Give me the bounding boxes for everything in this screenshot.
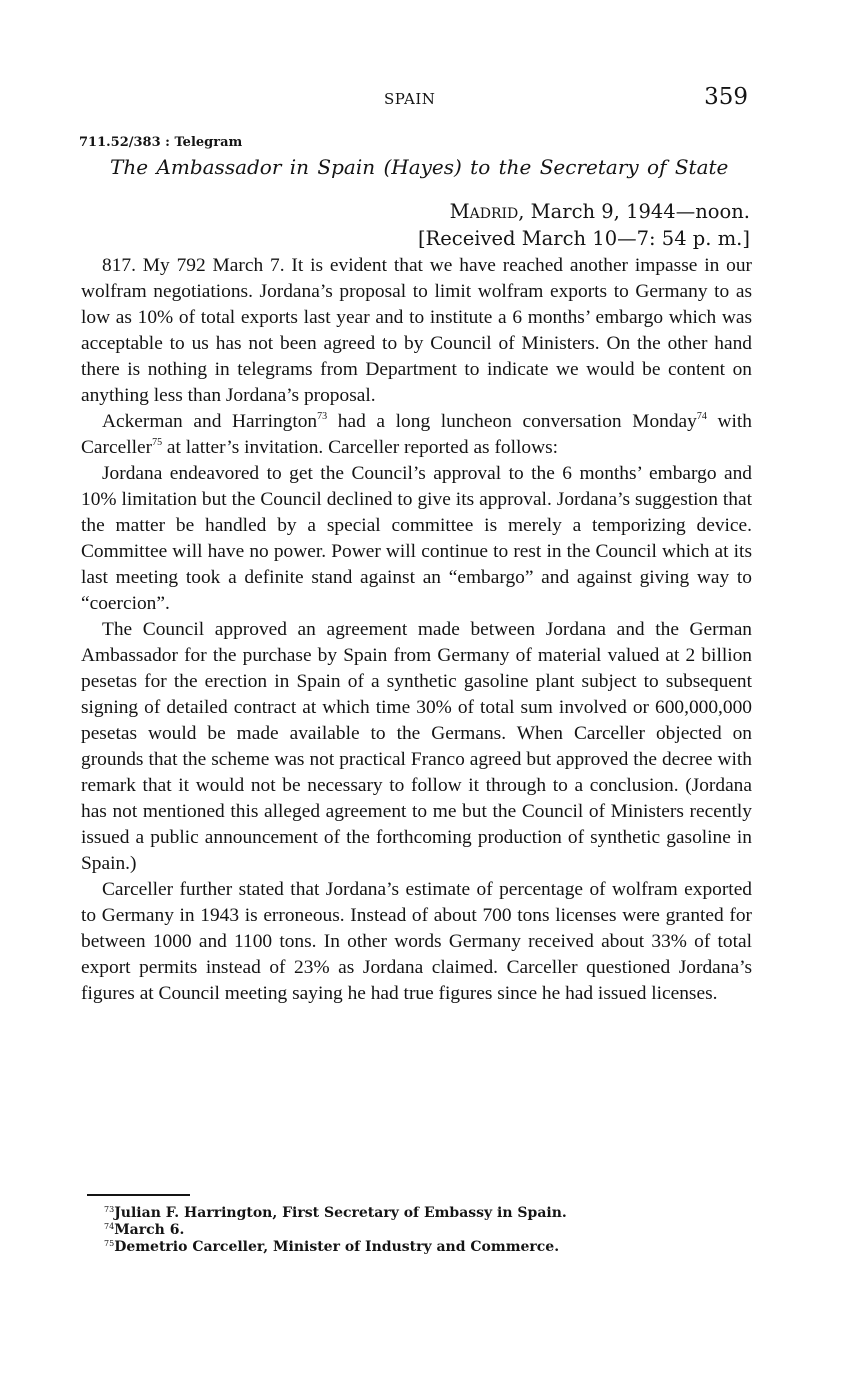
paragraph-2 — [81, 409, 752, 461]
paragraph-text: at latter’s invitation. Carceller reported as follows: — [162, 437, 559, 458]
footnote-text: March 6. — [114, 1222, 185, 1238]
dateline — [450, 200, 750, 223]
telegram-body — [81, 253, 752, 1007]
paragraph-4 — [81, 617, 752, 877]
document-title: The Ambassador in Spain (Hayes) to the Secretary of State — [110, 155, 729, 179]
received-line: [Received March 10—7: 54 p. m.] — [417, 227, 750, 250]
footnotes — [104, 1205, 567, 1256]
paragraph-text: The Council approved an agreement made between Jordana and the German Ambassador for the purchase by Spain from Germany of material valued at 2 billion pesetas for the erection in Spain of a synthetic gasoline plant subject to subsequent signing of detailed contract at which time 30% of total sum involved or 600,000,000 pesetas would be made available to the Germans. When Carceller objected on grounds that the scheme was not practical Franco agreed but approved the decree with remark that it would not be necessary to follow it through to a conclusion. (Jordana has not mentioned this alleged agreement to me but the Council of Ministers recently issued a public announcement of the forthcoming production of synthetic gasoline in Spain.) — [81, 619, 752, 874]
paragraph-text: Carceller further stated that Jordana’s estimate of percentage of wolfram exported to Germany in 1943 is erroneous. Instead of about 700 tons licenses were granted for between 1000 and 1100 tons. In other words Germany received about 33% of total export permits instead of 23% as Jordana claimed. Carceller questioned Jordana’s figures at Council meeting saying he had true figures since he had issued licenses. — [81, 879, 752, 1004]
paragraph-text: 817. My 792 March 7. It is evident that we have reached another impasse in our wolfram negotiations. Jordana’s proposal to limit wolfram exports to Germany to as low as 10% of total exports last year and to institute a 6 months’ embargo which was acceptable to us has not been agreed to by Council of Ministers. On the other hand there is nothing in telegrams from Department to indicate we would be content on anything less than Jordana’s proposal. — [81, 255, 752, 406]
footnote-ref[interactable]: 74 — [696, 411, 707, 422]
footnote-ref[interactable]: 75 — [152, 437, 163, 448]
footnote-ref[interactable]: 73 — [317, 411, 328, 422]
paragraph-1 — [81, 253, 752, 409]
paragraph-3 — [81, 461, 752, 617]
file-reference: 711.52/383 : Telegram — [79, 135, 243, 150]
footnote-mark: 74 — [104, 1222, 115, 1231]
footnote-divider — [87, 1194, 190, 1196]
footnote-mark: 75 — [104, 1239, 115, 1248]
footnote-73 — [104, 1205, 567, 1222]
paragraph-text: Ackerman and Harrington — [102, 411, 318, 432]
footnote-text: Julian F. Harrington, First Secretary of Embassy in Spain. — [114, 1205, 567, 1221]
page-number: 359 — [704, 84, 748, 110]
footnote-74 — [104, 1222, 567, 1239]
paragraph-text: had a long luncheon conversation Monday — [327, 411, 697, 432]
dateline-place: Madrid — [449, 200, 519, 223]
footnote-mark: 73 — [104, 1205, 115, 1214]
paragraph-text: with Carceller — [81, 411, 752, 458]
running-head: SPAIN — [384, 90, 436, 108]
footnote-75 — [104, 1239, 567, 1256]
paragraph-text: Jordana endeavored to get the Council’s approval to the 6 months’ embargo and 10% limitation but the Council declined to give its approval. Jordana’s suggestion that the matter be handled by a special committee is merely a temporizing device. Committee will have no power. Power will continue to rest in the Council which at its last meeting took a definite stand against an “embargo” and against giving way to “coercion”. — [81, 463, 752, 614]
footnote-text: Demetrio Carceller, Minister of Industry and Commerce. — [114, 1239, 560, 1255]
dateline-date: , March 9, 1944—noon. — [518, 200, 750, 223]
paragraph-5 — [81, 877, 752, 1007]
